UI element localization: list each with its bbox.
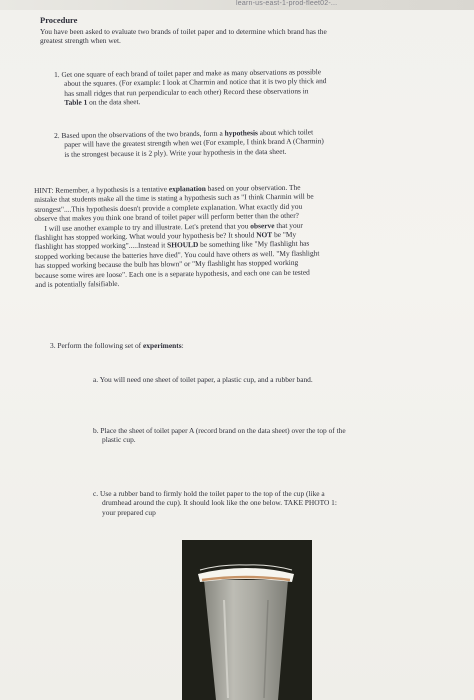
step-3: 3. Perform the following set of experiments: [50, 341, 184, 350]
procedure-intro [40, 27, 327, 46]
step-2-line: 2. Based upon the observations of the two brands, form a hypothesis about which toilet [54, 127, 314, 140]
sub-step-b: b. Place the sheet of toilet paper A (record brand on the data sheet) over the top of the plastic cup. [93, 426, 346, 445]
browser-url-bar [0, 0, 474, 10]
hint-block [34, 183, 320, 290]
step-1-line: about the squares. (For example: I look at Charmin and notice that it is two ply thick and [64, 76, 327, 89]
sub-step-c: c. Use a rubber band to firmly hold the toilet paper to the top of the cup (like a drumhead around the cup). It should look like the one below. TAKE PHOTO 1: your prepared cup [93, 489, 337, 517]
cup-photo [182, 540, 312, 700]
step-2-line: is the strongest because it is 2 ply). Write your hypothesis in the data sheet. [64, 146, 287, 159]
step-2-line: paper will have the greatest strength when wet (For example, I think brand A (Charmin) [64, 136, 324, 150]
hint-line: HINT: Remember, a hypothesis is a tentative explanation based on your observation. The [34, 182, 301, 195]
intro-line: You have been asked to evaluate two brands of toilet paper and to determine which brand has the [40, 27, 327, 36]
url-fragment: learn-us-east-1-prod-fleet02-... [236, 0, 338, 7]
hint-line: observe that makes you think one brand of toilet paper will perform better than the other? [34, 210, 299, 224]
procedure-heading: Procedure [40, 15, 78, 25]
hint-line: mistake that students make all the time is stating a hypothesis such as "I think Charmin will be [34, 191, 314, 205]
intro-line: greatest strength when wet. [40, 36, 121, 46]
hint-line: flashlight has stopped working. What would your hypothesis be? It should NOT be "My [34, 229, 297, 243]
sub-step-a: a. You will need one sheet of toilet paper, a plastic cup, and a rubber band. [93, 375, 313, 384]
step-1-line: Table 1 on the data sheet. [64, 97, 141, 108]
step-2 [54, 127, 324, 159]
hint-line: flashlight has stopped working".....Instead it SHOULD be something like "My flashlight has [34, 239, 310, 252]
hint-line: and is potentially falsifiable. [35, 279, 120, 290]
hint-line: because some wires are loose". Each one is a separate hypothesis, and each one can be tested [35, 267, 310, 280]
hint-line: I will use another example to try and illustrate. Let's pretend that you observe that your [44, 220, 303, 233]
table-1-ref: Table 1 [64, 97, 88, 108]
step-1 [54, 67, 327, 107]
hint-line: stopped working because the batteries have died". You could have others as well. "My flashlight [34, 248, 320, 261]
step-1-line: has small ridges that run perpendicular to each other) Record these observations in [64, 86, 309, 98]
hint-line: has stopped working because the bulb has blown" or "My flashlight has stopped working [34, 258, 299, 271]
hint-line: strongest"....This hypothesis doesn't provide a complete explanation. What exactly did you [34, 201, 303, 214]
plastic-cup-illustration [182, 540, 312, 700]
step-1-line: 1. Get one square of each brand of toilet paper and make as many observations as possible [54, 67, 322, 79]
